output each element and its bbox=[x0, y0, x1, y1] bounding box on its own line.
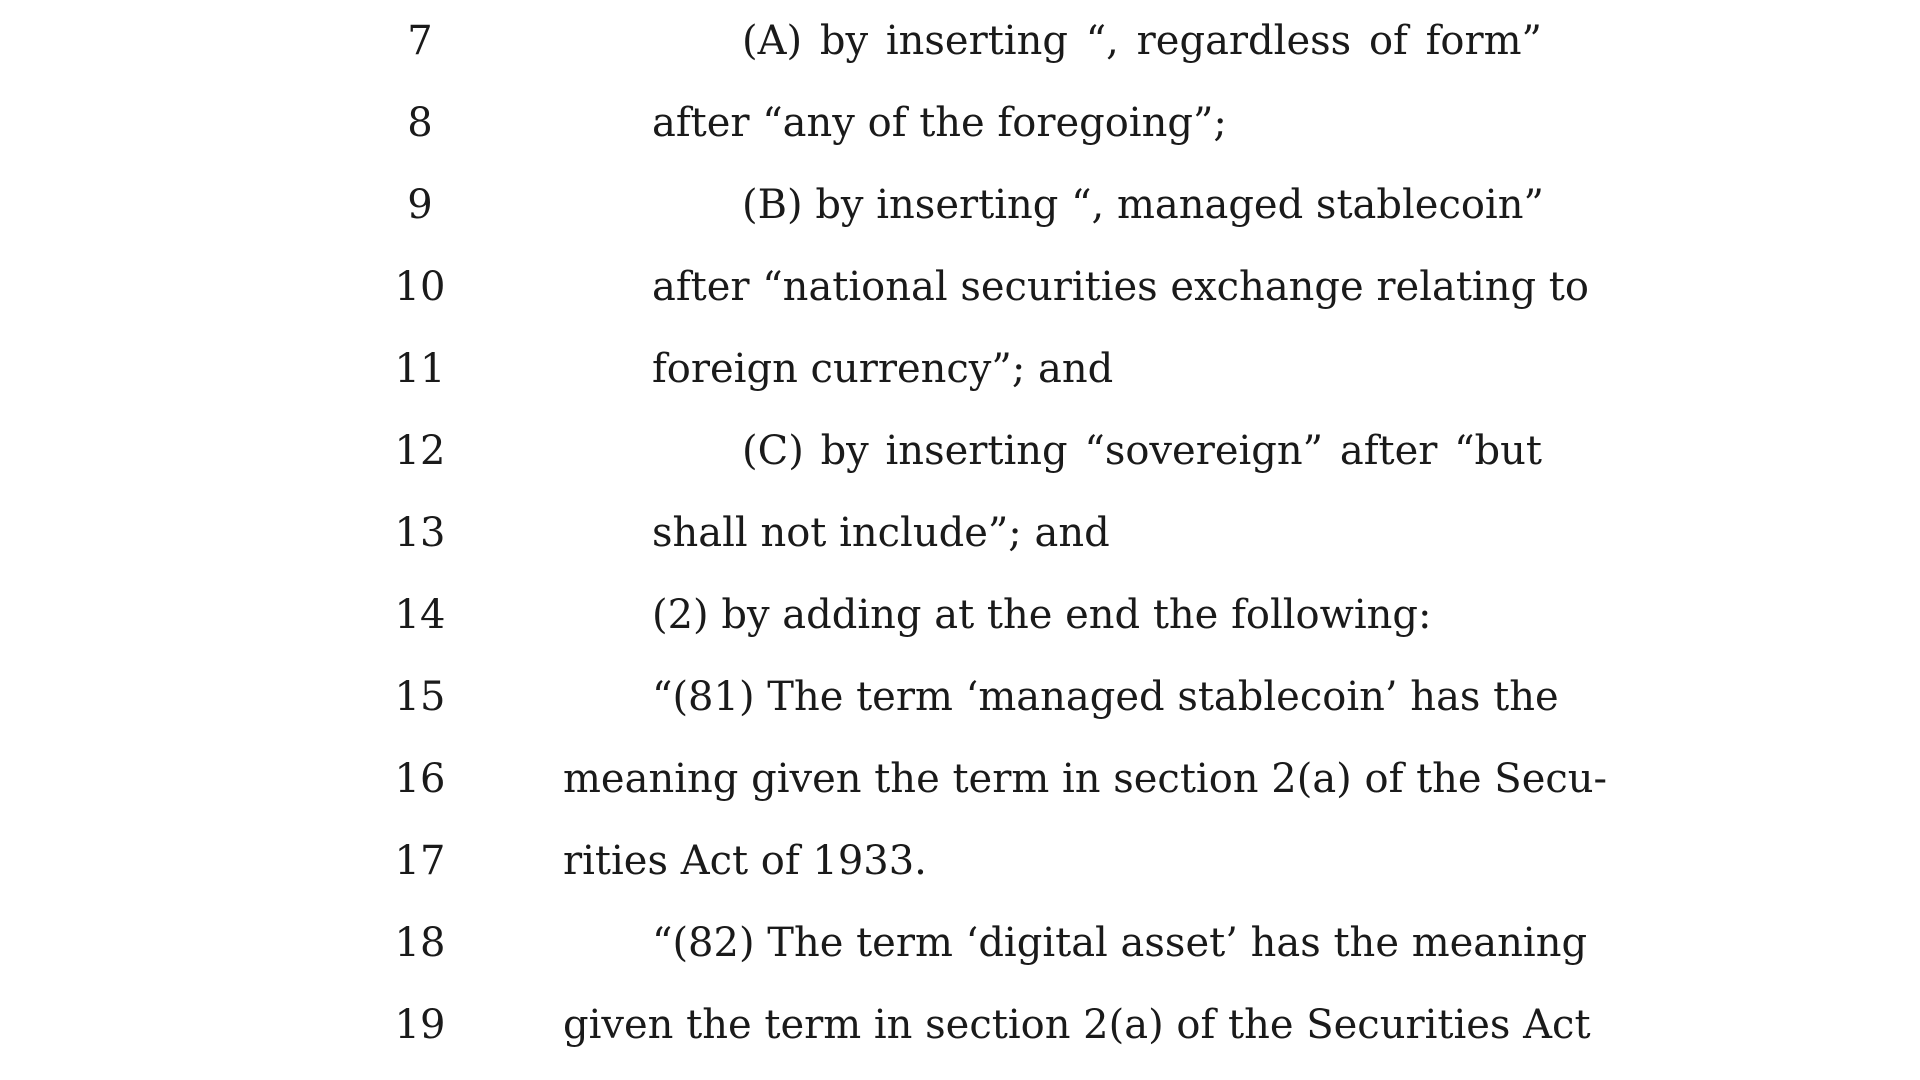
line-text: after “national securities exchange relating to bbox=[652, 264, 1589, 310]
line-text: (A) by inserting “, regardless of form” bbox=[742, 18, 1542, 64]
bill-line bbox=[0, 984, 1920, 1066]
line-text: after “any of the foregoing”; bbox=[652, 100, 1227, 146]
line-number: 7 bbox=[407, 18, 433, 64]
line-number: 16 bbox=[394, 756, 446, 802]
bill-line bbox=[0, 0, 1920, 82]
bill-line bbox=[0, 246, 1920, 328]
line-text: (C) by inserting “sovereign” after “but bbox=[742, 428, 1542, 474]
line-number: 10 bbox=[394, 264, 446, 310]
bill-line bbox=[0, 656, 1920, 738]
line-number: 15 bbox=[394, 674, 446, 720]
bill-line bbox=[0, 492, 1920, 574]
line-number: 13 bbox=[394, 510, 446, 556]
bill-line bbox=[0, 574, 1920, 656]
line-text: “(81) The term ‘managed stablecoin’ has the bbox=[652, 674, 1559, 720]
line-number: 9 bbox=[407, 182, 433, 228]
line-text: foreign currency”; and bbox=[652, 346, 1114, 392]
line-number: 18 bbox=[394, 920, 446, 966]
line-text: rities Act of 1933. bbox=[563, 838, 927, 884]
bill-line bbox=[0, 820, 1920, 902]
bill-line bbox=[0, 82, 1920, 164]
line-number: 14 bbox=[394, 592, 446, 638]
bill-line bbox=[0, 164, 1920, 246]
line-number: 11 bbox=[394, 346, 446, 392]
line-number: 17 bbox=[394, 838, 446, 884]
bill-line bbox=[0, 410, 1920, 492]
line-text: (B) by inserting “, managed stablecoin” bbox=[742, 182, 1544, 228]
line-number: 12 bbox=[394, 428, 446, 474]
line-text: “(82) The term ‘digital asset’ has the meaning bbox=[652, 920, 1588, 966]
line-number: 8 bbox=[407, 100, 433, 146]
bill-line bbox=[0, 328, 1920, 410]
line-number: 19 bbox=[394, 1002, 446, 1048]
bill-line bbox=[0, 902, 1920, 984]
line-text: (2) by adding at the end the following: bbox=[652, 592, 1432, 638]
line-text: given the term in section 2(a) of the Securities Act bbox=[563, 1002, 1591, 1048]
line-text: meaning given the term in section 2(a) of the Secu- bbox=[563, 756, 1608, 802]
bill-line bbox=[0, 738, 1920, 820]
line-text: shall not include”; and bbox=[652, 510, 1110, 556]
